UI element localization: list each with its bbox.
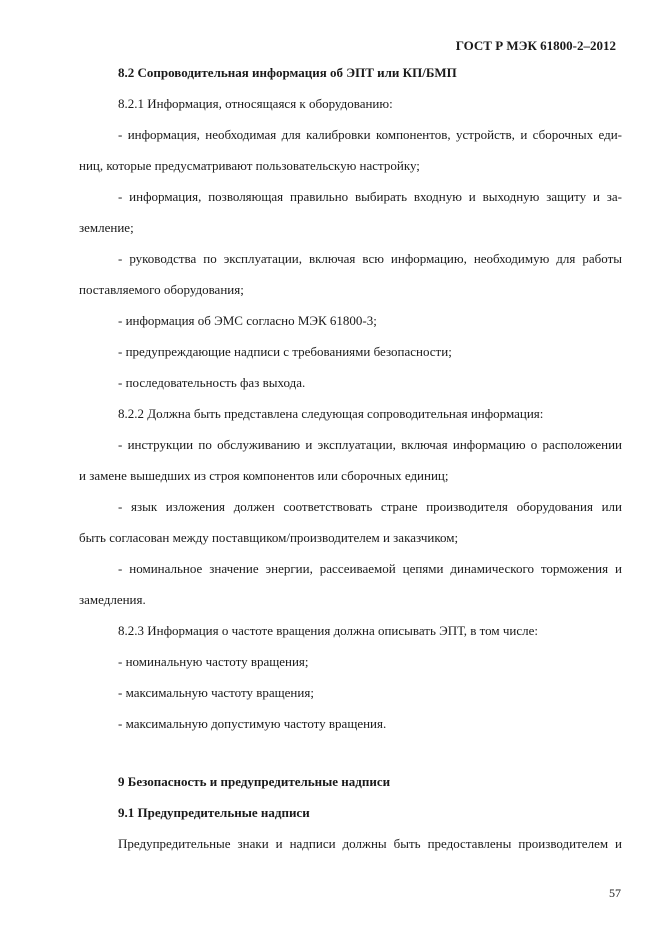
page-number: 57: [609, 886, 621, 900]
section-8-2-heading: 8.2 Сопроводительная информация об ЭПТ или КП/БМП: [118, 65, 457, 80]
list-item-line: - последовательность фаз выхода.: [118, 375, 306, 390]
list-item-line: поставляемого оборудования;: [79, 282, 244, 297]
paragraph-8-2-2-title: 8.2.2 Должна быть представлена следующая сопроводительная информация:: [118, 406, 544, 421]
list-item-line: - максимальную допустимую частоту вращения.: [118, 716, 387, 731]
list-item-line: земление;: [79, 220, 134, 235]
list-item-line: замедления.: [79, 592, 146, 607]
list-item-line: ниц, которые предусматривают пользовательскую настройку;: [79, 158, 420, 173]
list-item-line: и замене вышедших из строя компонентов или сборочных единиц;: [79, 468, 449, 483]
list-item-line: - номинальную частоту вращения;: [118, 654, 309, 669]
list-item-line: - максимальную частоту вращения;: [118, 685, 314, 700]
paragraph-8-2-3-title: 8.2.3 Информация о частоте вращения должна описывать ЭПТ, в том числе:: [118, 623, 539, 638]
list-item-line: - информация, необходимая для калибровки компонентов, устройств, и сборочных еди-: [118, 127, 622, 142]
list-item-line: - информация об ЭМС согласно МЭК 61800-3;: [118, 313, 377, 328]
section-9-1-heading: 9.1 Предупредительные надписи: [118, 805, 310, 820]
paragraph-9-1-text: Предупредительные знаки и надписи должны быть предоставлены производителем и: [118, 836, 622, 851]
list-item-line: - инструкции по обслуживанию и эксплуатации, включая информацию о расположении: [118, 437, 622, 452]
paragraph-8-2-1-title: 8.2.1 Информация, относящаяся к оборудованию:: [118, 96, 393, 111]
document-header: ГОСТ Р МЭК 61800-2–2012: [455, 38, 616, 53]
list-item-line: - язык изложения должен соответствовать стране производителя оборудования или: [118, 499, 622, 514]
list-item-line: - информация, позволяющая правильно выбирать входную и выходную защиту и за-: [118, 189, 622, 204]
list-item-line: - руководства по эксплуатации, включая всю информацию, необходимую для работы: [118, 251, 622, 266]
list-item-line: - предупреждающие надписи с требованиями безопасности;: [118, 344, 452, 359]
list-item-line: - номинальное значение энергии, рассеиваемой цепями динамического торможения и: [118, 561, 622, 576]
section-9-heading: 9 Безопасность и предупредительные надписи: [118, 774, 391, 789]
list-item-line: быть согласован между поставщиком/производителем и заказчиком;: [79, 530, 459, 545]
